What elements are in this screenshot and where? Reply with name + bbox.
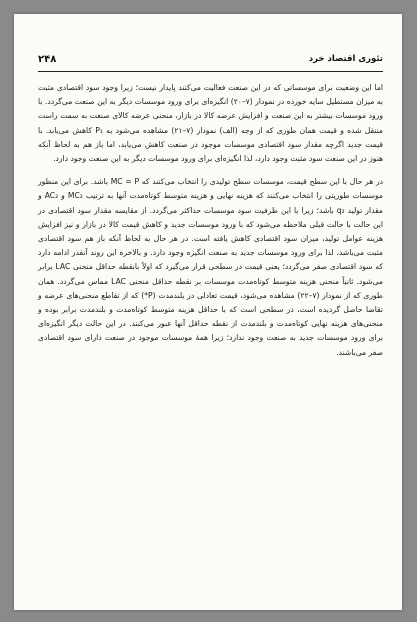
body-text <box>38 81 383 360</box>
book-page <box>14 14 402 610</box>
paragraph-2: در هر حال با این سطح قیمت، موسسات سطح تولیدی را انتخاب می‌کنند که MC = P باشد. برای این منظور موسسات طوریتی را انتخاب می‌کنند که هزینه نهایی و هزینه متوسط کوتاه‌مدت آنها به ترتیب MC₂ و AC₂ و مقدار تولید q₂ باشد؛ زیرا با این ظرفیت سود موسسات حداکثر می‌گردد. از مقایسه مقدار سود اقتصادی در این حالت با حالت قبلی ملاحظه می‌شود که با ورود موسسات جدید و کاهش قیمت کالا در بازار و نیز افزایش هزینه عوامل تولید، میزان سود اقتصادی کاهش یافته است. در هر حال به لحاظ آنکه باز هم سود اقتصادی مثبت می‌باشد، لذا برای ورود موسسات جدید به صنعت انگیزه وجود دارد. و بالاخره این روند آنقدر ادامه دارد که سود اقتصادی صفر می‌گردد؛ یعنی قیمت در سطحی قرار می‌گیرد که اولاً بانقطه حداقل منحنی LAC برابر می‌شود. ثانیاً منحنی هزینه متوسط کوتاه‌مدت موسسات بر نقطه حداقل منحنی LAC مماس می‌گردد. همان طوری که از نمودار (۷–۲۲) مشاهده می‌شود، قیمت تعادلی در بلندمدت (P*) که از تقاطع منحنی‌های عرضه و تقاضا حاصل گردیده است، در سطحی است که با حداقل هزینه متوسط کوتاه‌مدت و بلندمدت برابر بوده و منحنی‌های هزینه نهایی کوتاه‌مدت و بلندمدت از نقطه حداقل آنها عبور می‌کنند. در این حالت دیگر انگیزه‌ای برای ورود موسسات جدید به صنعت وجود ندارد؛ زیرا همهٔ موسسات موجود در صنعت دارای سود اقتصادی صفر می‌باشند. <box>38 177 383 357</box>
paragraph-1: اما این وضعیت برای موسساتی که در این صنعت فعالیت می‌کنند پایدار نیست؛ زیرا وجود سود اقتصادی مثبت به میزان مستطیل سایه خورده در نمودار (۷–۲۰) انگیزه‌ای برای ورود موسسات دیگر به این صنعت می‌گردد. با ورود موسسات بیشتر به این صنعت و افزایش عرضه کالا در بازار، منحنی عرضه کالای صنعت به سمت راست منتقل شده و قیمت همان طوری که از وجه (الف) نمودار (۷–۲۱) مشاهده می‌شود به P₁ کاهش می‌یابد. با قیمت جدید اگرچه مقدار سود اقتصادی موسسات موجود در صنعت کاهش می‌یابد، اما باز هم به لحاظ آنکه هنوز در این صنعت سود مثبت وجود دارد، لذا انگیزه‌ای برای ورود موسسات دیگر به این صنعت وجود دارد. <box>38 83 384 164</box>
running-title: تئوری اقتصاد خرد <box>308 54 383 64</box>
page-number: ۲۴۸ <box>38 53 57 65</box>
page-header <box>38 50 383 68</box>
header-rule <box>38 71 383 72</box>
